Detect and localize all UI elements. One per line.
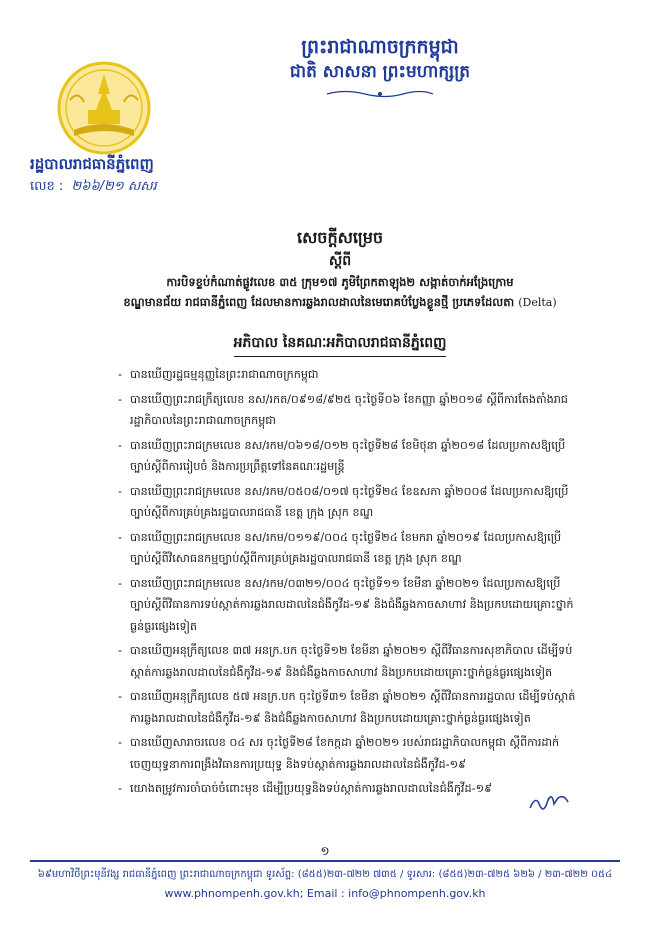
citation-item: - បានឃើញព្រះរាជក្រមលេខ នស/រកម/០៦១៨/០១២ ចុះថ្ងៃទី២៨ ខែមិថុនា ឆ្នាំ២០១៨ ដែលប្រកាសឱ្យប្រើច្បាប់ស្ដីពីការរៀបចំ និងការប្រព្រឹត្តទៅនៃគណៈរដ្ឋមន្ត្រី: [118, 435, 578, 478]
document-subject-line-1: ការបិទខ្ទប់កំណាត់ផ្លូវលេខ ៣៥ ក្រុម១៧ ភូមិព្រែកតាឡុង២ សង្កាត់ចាក់អង្រែក្រោម: [166, 275, 514, 289]
reference-value: ២៦៦/២១ សសរ: [71, 179, 157, 194]
issuing-authority: [60, 333, 620, 357]
footer-address: ៦៩មហាវិថីព្រះមុនីវង្ស រាជធានីភ្នំពេញ ព្រះរាជាណាចក្រកម្ពុជា ទូរស័ព្ទ: (៨៥៥)២៣-៧២២ ៧៣៥ / ទូរសារ: (៨៥៥)២៣-៧២៥ ៦២៦ / ២៣-៧២២ ០៥៤: [37, 869, 613, 880]
document-about: ស្ដីពី: [328, 253, 352, 269]
initials-signature: [528, 792, 572, 814]
citation-item: - បានឃើញព្រះរាជក្រមលេខ នស/រកម/០៣២១/០០៤ ចុះថ្ងៃទី១១ ខែមីនា ឆ្នាំ២០២១ ដែលប្រកាសឱ្យប្រើច្បាប់ស្ដីពីវិធានការទប់ស្កាត់ការឆ្លងរាលដាលនៃជំងឺកូវីដ-១៩ និងជំងឺឆ្លងកាចសាហាវ និងប្រកបដោយគ្រោះថ្នាក់ធ្ងន់ធ្ងរផ្សេងទៀត: [118, 573, 578, 638]
subject-line-2-text: ខណ្ឌមានជ័យ រាជធានីភ្នំពេញ ដែលមានការឆ្លងរាលដាលនៃមេរោគបំប្លែងខ្លួនថ្មី ប្រភេទដែលតា: [123, 295, 515, 309]
reference-number: [30, 178, 157, 197]
citations-list: [118, 364, 578, 803]
footer-web-email: www.phnompenh.gov.kh; Email : info@phnompenh.gov.kh: [164, 887, 486, 900]
flourish-ornament: [325, 89, 435, 99]
citation-item: - យោងតម្រូវការចាំបាច់ចំពោះមុខ ដើម្បីប្រយុទ្ធនិងទប់ស្កាត់ការឆ្លងរាលដាលនៃជំងឺកូវីដ-១៩: [118, 778, 578, 800]
document-type: សេចក្ដីសម្រេច: [296, 228, 383, 247]
document-subject-line-2: [60, 292, 620, 313]
footer-divider: [30, 860, 620, 862]
citation-item: - បានឃើញព្រះរាជក្រឹត្យលេខ នស/រកត/០៩១៨/៩២៥ ចុះថ្ងៃទី០៦ ខែកញ្ញា ឆ្នាំ២០១៨ ស្ដីពីការតែងតាំងរាជរដ្ឋាភិបាលនៃព្រះរាជាណាចក្រកម្ពុជា: [118, 389, 578, 432]
citation-item: - បានឃើញអនុក្រឹត្យលេខ ៥៧ អនក្រ.បក ចុះថ្ងៃទី៣១ ខែមីនា ឆ្នាំ២០២១ ស្ដីពីវិធានការរដ្ឋបាល ដើម្បីទប់ស្កាត់ការឆ្លងរាលដាលនៃជំងឺកូវីដ-១៩ និងជំងឺឆ្លងកាចសាហាវ និងប្រកបដោយគ្រោះថ្នាក់ធ្ងន់ធ្ងរផ្សេងទៀត: [118, 686, 578, 729]
subject-delta-label: (Delta): [518, 296, 557, 309]
citation-item: - បានឃើញព្រះរាជក្រមលេខ នស/រកម/០៥០៨/០១៧ ចុះថ្ងៃទី២៤ ខែឧសភា ឆ្នាំ២០០៨ ដែលប្រកាសឱ្យប្រើច្បាប់ស្ដីពីការគ្រប់គ្រងរដ្ឋបាលរាជធានី ខេត្ត ក្រុង ស្រុក ខណ្ឌ: [118, 481, 578, 524]
reference-label: លេខ :: [30, 179, 64, 194]
citation-item: - បានឃើញព្រះរាជក្រមលេខ នស/រកម/០១១៩/០០៤ ចុះថ្ងៃទី២៤ ខែមករា ឆ្នាំ២០១៩ ដែលប្រកាសឱ្យប្រើច្បាប់ស្ដីពីវិសោធនកម្មច្បាប់ស្ដីពីការគ្រប់គ្រងរដ្ឋបាលរាជធានី ខេត្ត ក្រុង ស្រុក ខណ្ឌ: [118, 527, 578, 570]
kingdom-header: [200, 34, 560, 103]
phnom-penh-emblem-logo: [52, 60, 156, 156]
citation-item: - បានឃើញរដ្ឋធម្មនុញ្ញនៃព្រះរាជាណាចក្រកម្ពុជា: [118, 364, 578, 386]
kingdom-title: ព្រះរាជាណាចក្រកម្ពុជា: [301, 36, 459, 58]
national-motto: ជាតិ សាសនា ព្រះមហាក្សត្រ: [289, 62, 471, 82]
citation-item: - បានឃើញសារាចរលេខ ០៤ សរ ចុះថ្ងៃទី២៨ ខែកក្កដា ឆ្នាំ២០២១ របស់រាជរដ្ឋាភិបាលកម្ពុជា ស្ដីពីការដាក់ចេញយុទ្ធនាការពង្រឹងវិធានការប្រយុទ្ធ និងទប់ស្កាត់ការឆ្លងរាលដាលនៃជំងឺកូវីដ-១៩: [118, 732, 578, 775]
authority-title: អភិបាល នៃគណៈអភិបាលរាជធានីភ្នំពេញ: [234, 333, 447, 357]
document-title-block: [60, 226, 620, 313]
issuer-name: រដ្ឋបាលរាជធានីភ្នំពេញ: [30, 155, 154, 173]
citation-item: - បានឃើញអនុក្រឹត្យលេខ ៣៧ អនក្រ.បក ចុះថ្ងៃទី១២ ខែមីនា ឆ្នាំ២០២១ ស្ដីពីវិធានការសុខាភិបាល ដើម្បីទប់ស្កាត់ការឆ្លងរាលដាលនៃជំងឺកូវីដ-១៩ និងជំងឺឆ្លងកាចសាហាវ និងប្រកបដោយគ្រោះថ្នាក់ធ្ងន់ធ្ងរផ្សេងទៀត: [118, 640, 578, 683]
page-number: ១: [320, 844, 330, 858]
